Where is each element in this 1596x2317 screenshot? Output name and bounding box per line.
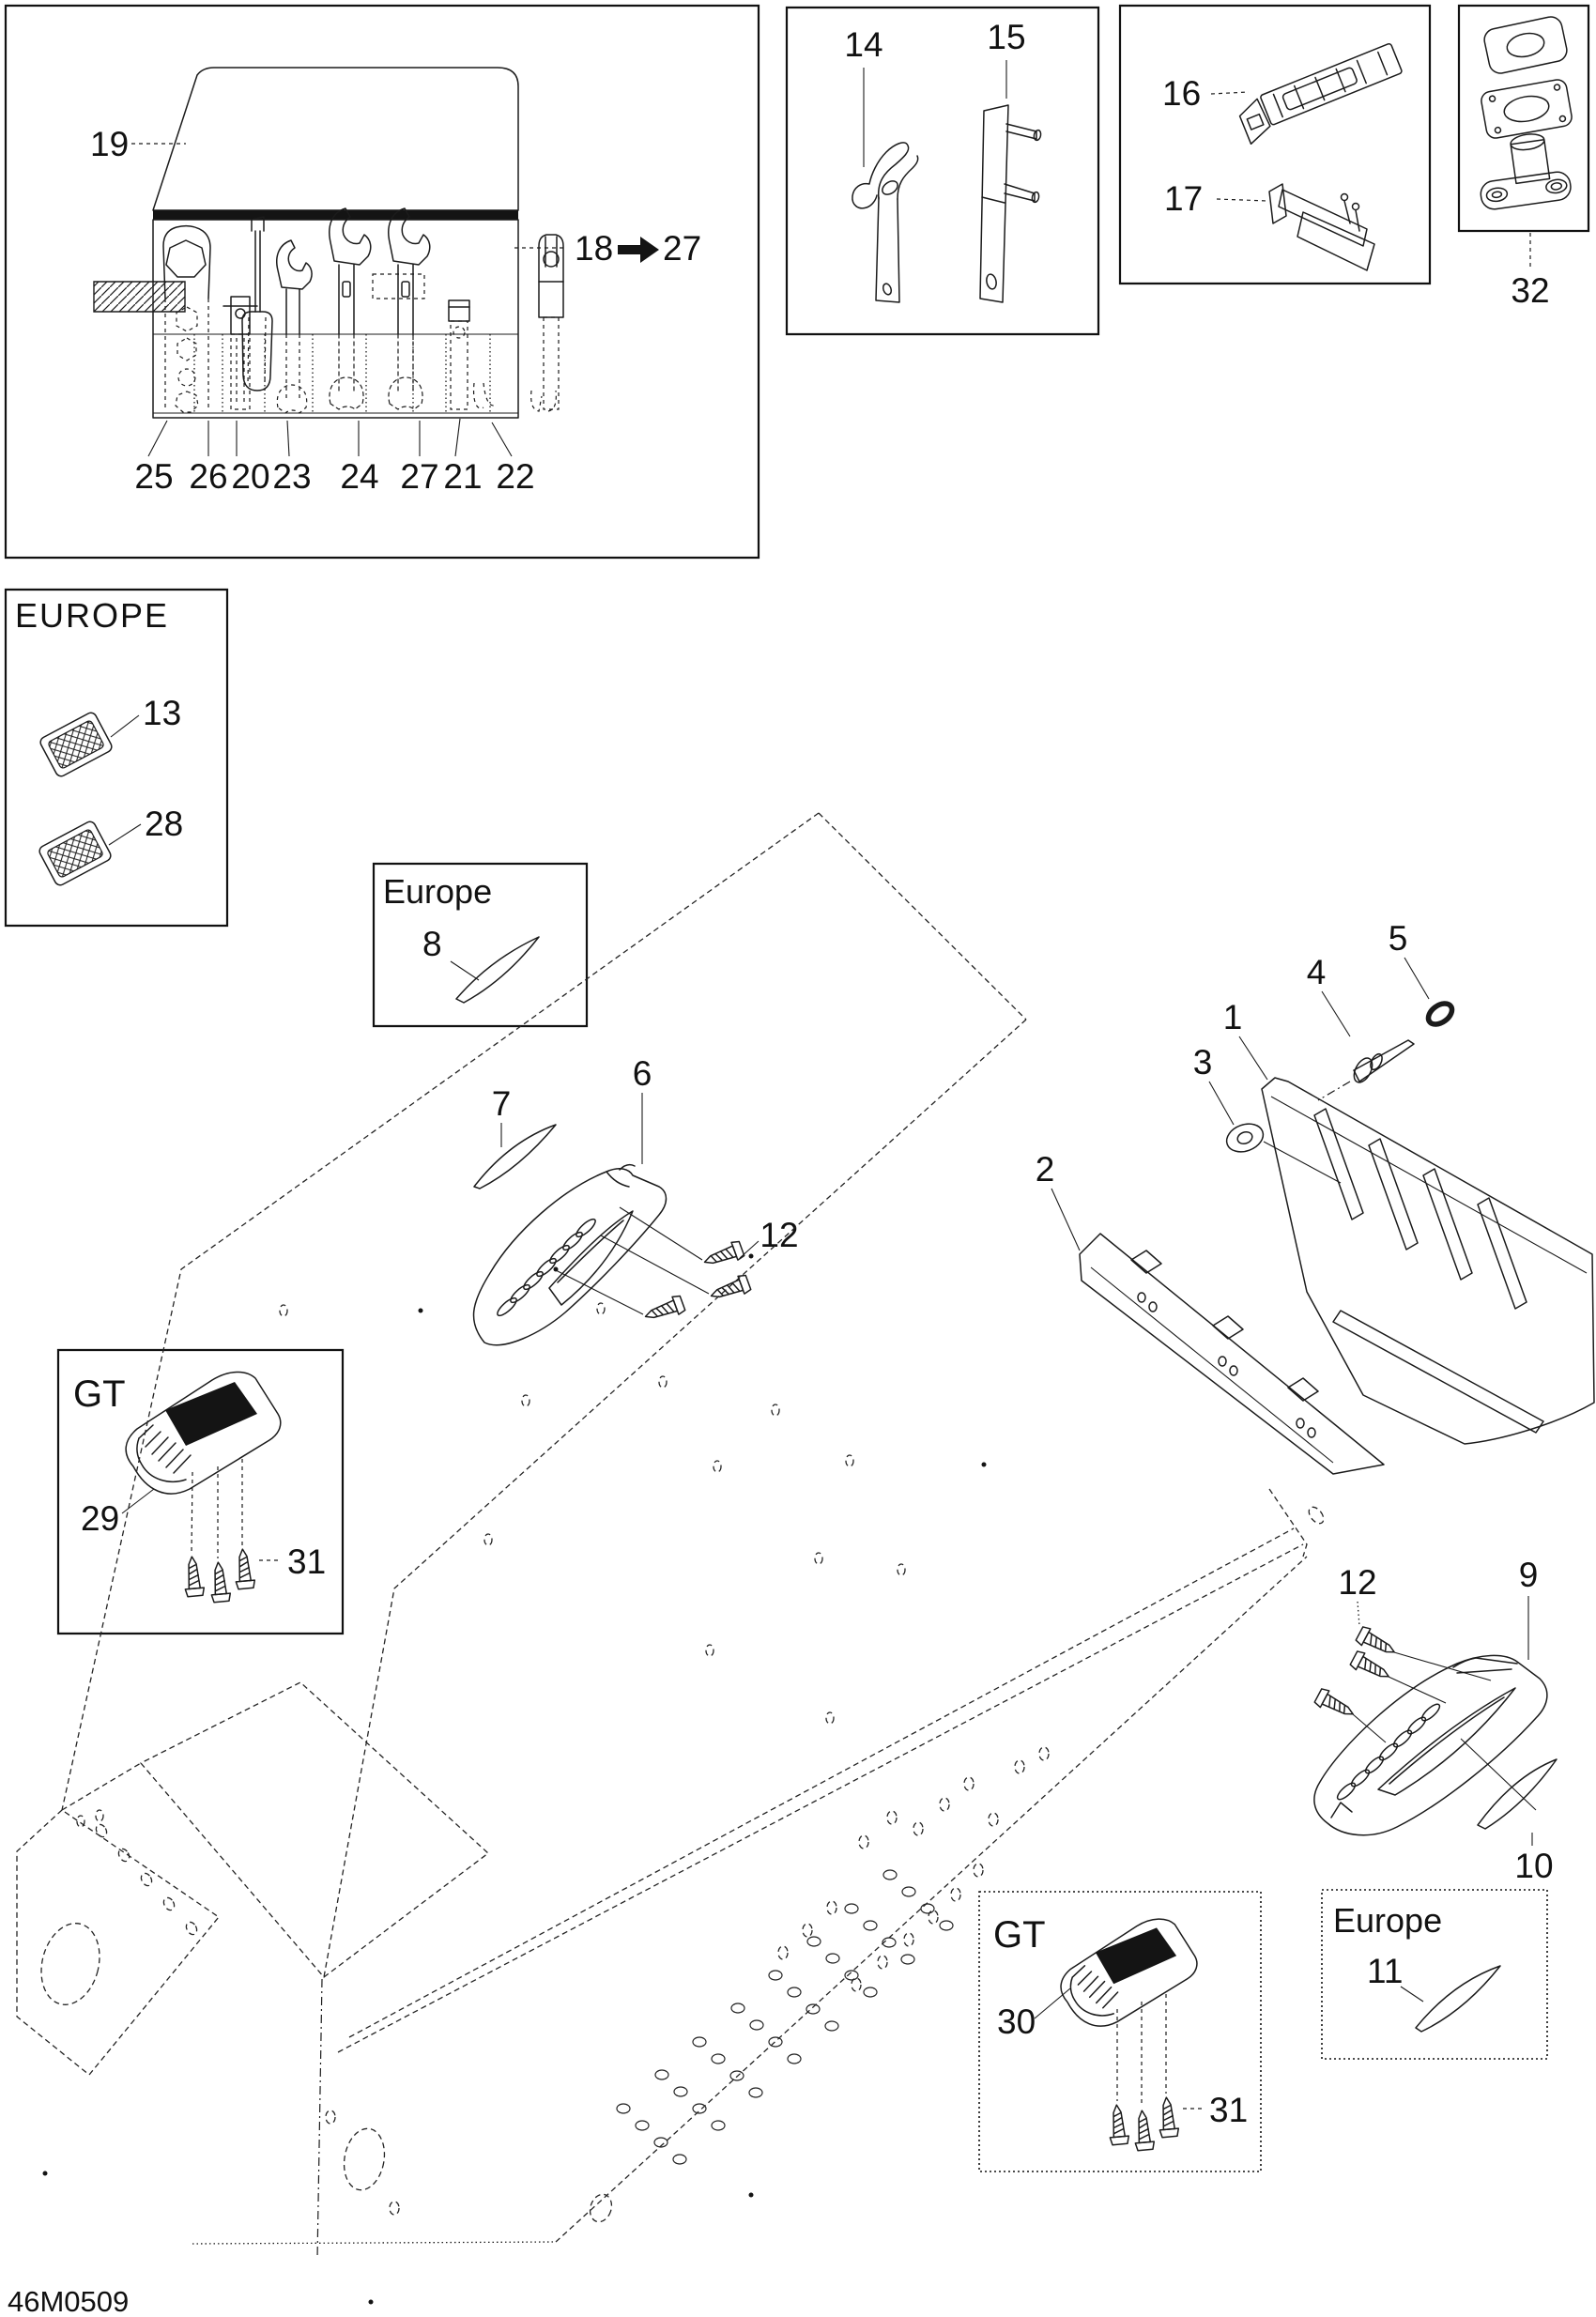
pouch-dividers xyxy=(194,334,490,413)
tunnel-top-holes xyxy=(280,1254,987,1725)
callout-6: 6 xyxy=(632,1054,652,1093)
leader-13 xyxy=(111,715,139,737)
callout-8: 8 xyxy=(422,925,442,963)
tunnel-wall-holes xyxy=(43,1747,1050,2305)
tool-ring-wrench xyxy=(163,226,210,412)
screw-12-icon xyxy=(701,1240,744,1271)
callout-12a: 12 xyxy=(760,1216,799,1254)
callout-25: 25 xyxy=(134,457,174,496)
callout-3: 3 xyxy=(1192,1043,1213,1082)
callout-22: 22 xyxy=(496,457,535,496)
callout-12b: 12 xyxy=(1338,1563,1377,1602)
leader-1 xyxy=(1239,1036,1267,1080)
tool-extension xyxy=(531,235,563,411)
part-13-reflector xyxy=(38,711,114,778)
screw-axis-lines xyxy=(192,1459,242,1558)
part-14-hook-spanner xyxy=(852,143,918,302)
part-10-trim-strip xyxy=(1478,1759,1557,1829)
callout-7: 7 xyxy=(491,1084,512,1123)
tool-wrench-small xyxy=(277,240,312,413)
part-29-footrest-pad xyxy=(126,1372,281,1494)
leader-5 xyxy=(1404,958,1429,999)
callout-16: 16 xyxy=(1162,74,1202,113)
part-32-gasket xyxy=(1480,78,1573,139)
callout-26: 26 xyxy=(189,457,228,496)
leader-4 xyxy=(1322,991,1350,1036)
leader-16 xyxy=(1211,92,1249,94)
box-16-17 xyxy=(1120,6,1430,284)
callout-10: 10 xyxy=(1514,1847,1554,1885)
europe-upper-box xyxy=(6,590,227,926)
box-32-border xyxy=(1459,6,1588,231)
callout-28: 28 xyxy=(145,805,184,843)
europe-mid-title: Europe xyxy=(383,872,493,911)
tool-wrench-27 xyxy=(389,208,430,409)
leader-3 xyxy=(1209,1082,1234,1125)
callout-27: 27 xyxy=(400,457,439,496)
part-32-latch-pin xyxy=(1473,130,1572,211)
leader-28 xyxy=(109,824,141,845)
tool-plug-tube xyxy=(223,297,257,409)
callout-2: 2 xyxy=(1035,1150,1055,1189)
callout-31a: 31 xyxy=(287,1542,327,1581)
part-9-group xyxy=(1313,1556,1557,1885)
bulkhead-holes xyxy=(77,1810,199,1937)
part-28-reflector xyxy=(38,820,113,887)
part-4-rivet xyxy=(1318,1040,1414,1100)
part-30-footrest-pad xyxy=(1061,1919,1197,2026)
screw-12-icon xyxy=(642,1295,685,1326)
leader-17 xyxy=(1217,199,1267,201)
europe-lower-box xyxy=(1322,1890,1547,2059)
callout-17: 17 xyxy=(1164,179,1204,218)
screw-31-icon xyxy=(182,1556,205,1597)
screw-31-icon xyxy=(1107,2104,1129,2145)
box-32 xyxy=(1459,6,1588,310)
screw-alignment-lines xyxy=(1353,1652,1491,1742)
screw-12-icon xyxy=(1349,1650,1392,1684)
toolkit-leaders xyxy=(148,419,512,456)
part-15-pin-tool xyxy=(980,105,1042,302)
part-8-trim-strip xyxy=(456,937,539,1003)
leader-29 xyxy=(122,1489,154,1513)
callout-24: 24 xyxy=(340,457,379,496)
screw-31-icon xyxy=(1132,2110,1155,2151)
part-11-trim-strip xyxy=(1416,1966,1500,2032)
europe-lower-title: Europe xyxy=(1333,1901,1443,1940)
callout-32: 32 xyxy=(1511,271,1550,310)
callout-15: 15 xyxy=(987,18,1026,56)
screw-12-icon xyxy=(1313,1687,1357,1722)
screw-31-icon xyxy=(233,1548,255,1589)
screw-alignment-lines xyxy=(554,1207,709,1314)
box-14-15-border xyxy=(787,8,1098,334)
toolkit-number-row xyxy=(134,457,534,496)
box-14-15 xyxy=(787,8,1098,334)
callout-19: 19 xyxy=(90,125,130,163)
toolkit-panel xyxy=(6,6,759,558)
callout-23: 23 xyxy=(272,457,312,496)
callout-14: 14 xyxy=(844,25,883,64)
callout-5: 5 xyxy=(1388,919,1408,958)
callout-21: 21 xyxy=(443,457,483,496)
screw-12-icon xyxy=(708,1274,751,1305)
leader-30 xyxy=(1035,1988,1070,2018)
screw-12-icon xyxy=(1355,1625,1398,1660)
screw-31-icon xyxy=(1157,2096,1179,2138)
screw-31-icon xyxy=(208,1561,231,1603)
callout-13: 13 xyxy=(143,694,182,732)
part-1-rear-flap xyxy=(1262,1078,1594,1444)
part-7-trim-strip xyxy=(474,1125,556,1189)
tool-socket xyxy=(449,300,497,409)
europe-upper-title: EUROPE xyxy=(15,596,170,635)
gt-lower-title: GT xyxy=(993,1914,1046,1956)
tool-bag-drawing xyxy=(94,68,563,456)
part-7-group xyxy=(474,1084,556,1189)
callout-1: 1 xyxy=(1222,998,1243,1036)
running-board-perforations xyxy=(617,1870,953,2164)
callout-11: 11 xyxy=(1367,1952,1404,1990)
part-6-group xyxy=(474,1054,799,1345)
leader-8 xyxy=(451,961,479,980)
box-16-17-border xyxy=(1120,6,1430,284)
callout-9: 9 xyxy=(1518,1556,1539,1594)
gt-lower-box xyxy=(979,1892,1261,2171)
part-16-strap-bracket xyxy=(1235,43,1406,144)
part-32-pad xyxy=(1482,15,1569,75)
gt-left-title: GT xyxy=(73,1373,126,1415)
callout-31b: 31 xyxy=(1209,2091,1249,2129)
leader-11 xyxy=(1401,1987,1423,2002)
arrow-right-icon xyxy=(618,237,659,263)
part-3-washer xyxy=(1222,1119,1341,1183)
callout-30: 30 xyxy=(997,2002,1036,2041)
document-code: 46M0509 xyxy=(8,2285,130,2317)
callout-29: 29 xyxy=(81,1499,120,1538)
bag-strap-hatched xyxy=(94,282,185,312)
tool-wrench-24 xyxy=(330,208,371,409)
leader-12b xyxy=(1358,1602,1359,1626)
callout-4: 4 xyxy=(1306,953,1327,991)
screw-axis-lines xyxy=(1117,1994,1166,2107)
rear-flap-assembly xyxy=(1036,919,1594,1474)
part-17-latch-bracket xyxy=(1269,184,1374,270)
tool-screwdriver xyxy=(242,217,272,391)
callout-20: 20 xyxy=(231,457,270,496)
callout-18-to-27: 27 xyxy=(663,229,702,268)
part-2-backing-plate xyxy=(1080,1234,1384,1474)
tunnel-phantom-drawing xyxy=(17,813,1327,2305)
europe-upper-border xyxy=(6,590,227,926)
callout-18: 18 xyxy=(575,229,614,268)
gt-left-box xyxy=(58,1350,343,1634)
part-5-ring xyxy=(1424,999,1455,1028)
leader-2 xyxy=(1051,1189,1080,1251)
